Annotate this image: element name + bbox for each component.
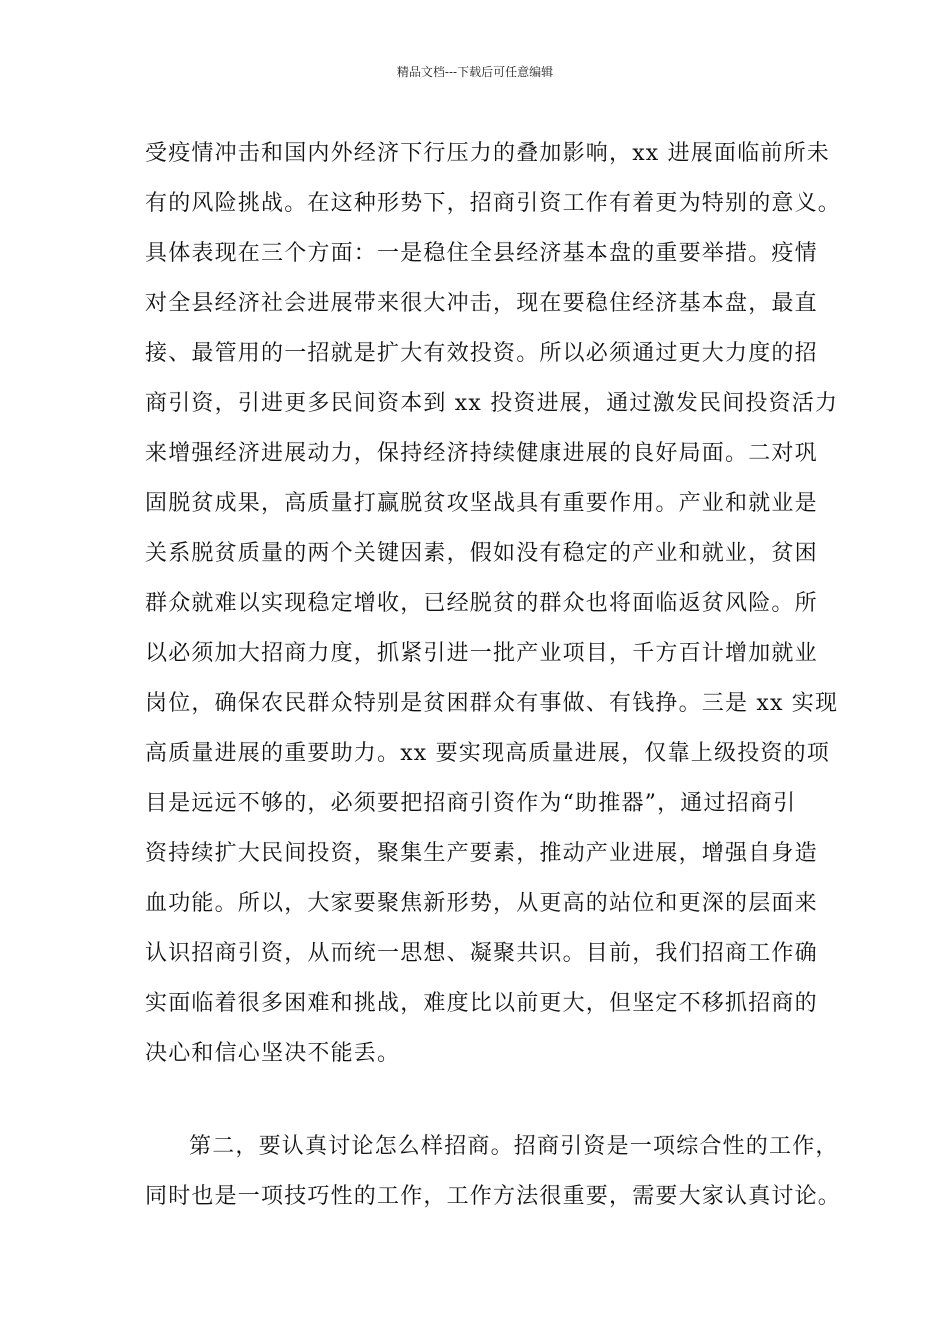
paragraph-line: 有的风险挑战。在这种形势下，招商引资工作有着更为特别的意义。 xyxy=(145,191,842,216)
paragraph-line: 来增强经济进展动力，保持经济持续健康进展的良好局面。二对巩 xyxy=(145,441,818,466)
paragraph-line: 第二，要认真讨论怎么样招商。招商引资是一项综合性的工作， xyxy=(189,1134,839,1159)
paragraph-line: 实面临着很多困难和挑战，难度比以前更大，但坚定不移抓招商的 xyxy=(145,991,818,1016)
paragraph-line: 商引资，引进更多民间资本到 xx 投资进展，通过激发民间投资活力 xyxy=(145,391,839,416)
paragraph-line: 目是远远不够的，必须要把招商引资作为“助推器”，通过招商引 xyxy=(145,791,797,816)
paragraph-line: 以必须加大招商力度，抓紧引进一批产业项目，千方百计增加就业 xyxy=(145,641,818,666)
paragraph-line: 具体表现在三个方面：一是稳住全县经济基本盘的重要举措。疫情 xyxy=(145,241,818,266)
paragraph-line: 群众就难以实现稳定增收，已经脱贫的群众也将面临返贫风险。所 xyxy=(145,591,818,616)
paragraph-line: 同时也是一项技巧性的工作，工作方法很重要，需要大家认真讨论。 xyxy=(145,1184,842,1209)
paragraph-line: 血功能。所以，大家要聚焦新形势，从更高的站位和更深的层面来 xyxy=(145,891,818,916)
paragraph-line: 固脱贫成果，高质量打赢脱贫攻坚战具有重要作用。产业和就业是 xyxy=(145,491,818,516)
paragraph-line: 岗位，确保农民群众特别是贫困群众有事做、有钱挣。三是 xx 实现 xyxy=(145,691,839,716)
paragraph-line: 认识招商引资，从而统一思想、凝聚共识。目前，我们招商工作确 xyxy=(145,941,818,966)
paragraph-line: 受疫情冲击和国内外经济下行压力的叠加影响，xx 进展面临前所未 xyxy=(145,141,831,166)
paragraph-line: 高质量进展的重要助力。xx 要实现高质量进展，仅靠上级投资的项 xyxy=(145,741,831,766)
paragraph-line: 接、最管用的一招就是扩大有效投资。所以必须通过更大力度的招 xyxy=(145,341,818,366)
page-header: 精品文档---下载后可任意编辑 xyxy=(396,65,554,79)
paragraph-line: 资持续扩大民间投资，聚集生产要素，推动产业进展，增强自身造 xyxy=(145,841,818,866)
paragraph-line: 对全县经济社会进展带来很大冲击，现在要稳住经济基本盘，最直 xyxy=(145,291,818,316)
paragraph-line: 关系脱贫质量的两个关键因素，假如没有稳定的产业和就业，贫困 xyxy=(145,541,818,566)
paragraph-2 xyxy=(145,1122,842,1222)
paragraph-line: 决心和信心坚决不能丢。 xyxy=(145,1041,401,1066)
paragraph-1 xyxy=(145,129,842,1079)
